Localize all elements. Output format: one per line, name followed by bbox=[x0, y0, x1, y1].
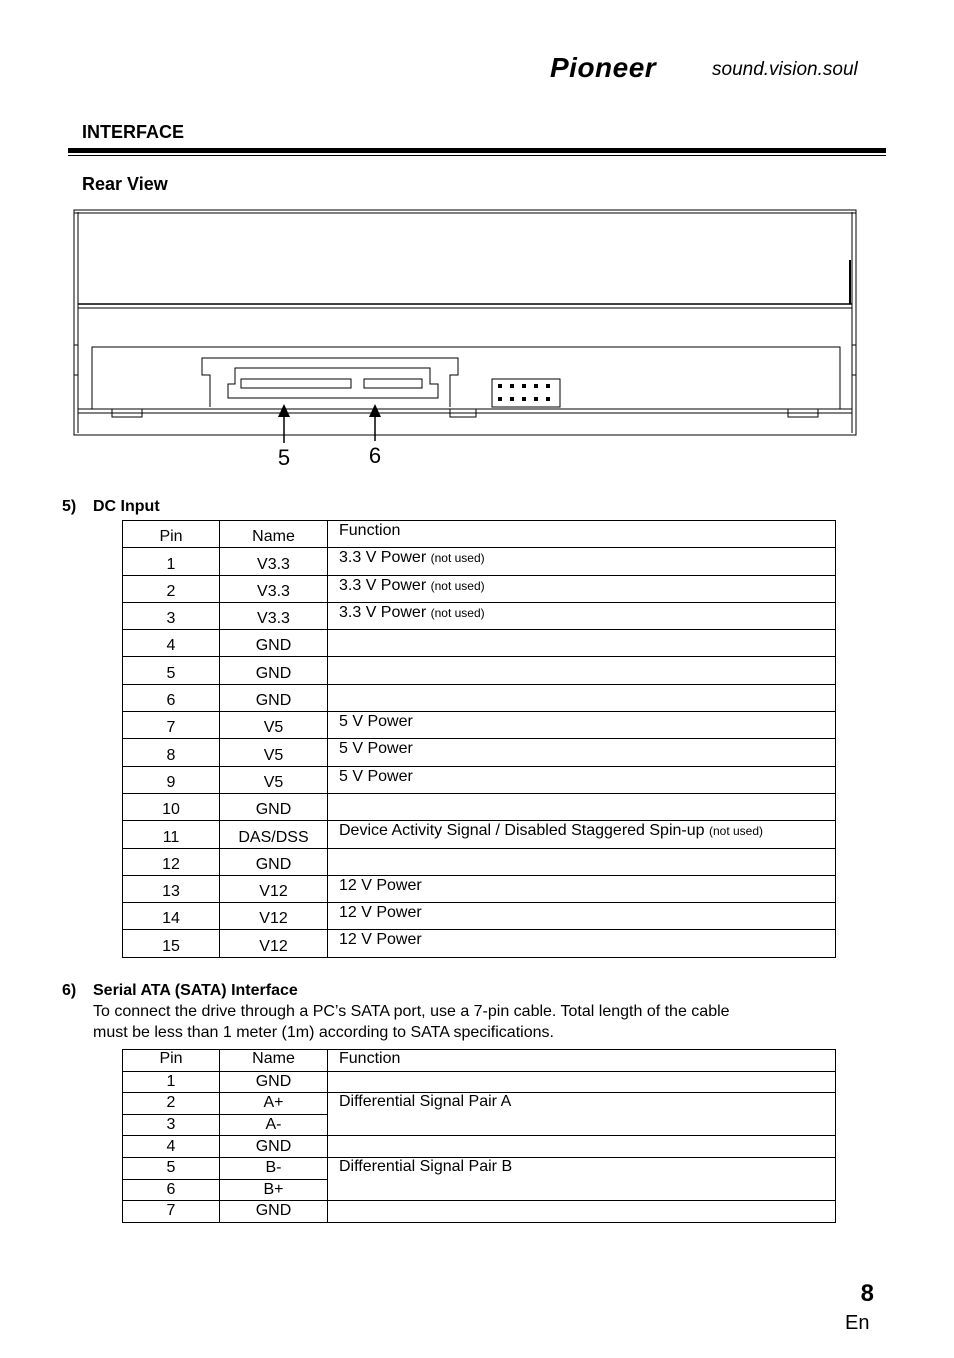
jumper-block bbox=[492, 379, 560, 407]
function-text: Device Activity Signal / Disabled Staggered Spin-up bbox=[339, 822, 705, 840]
brand-tagline: sound.vision.soul bbox=[712, 59, 858, 80]
function-cell bbox=[328, 657, 836, 684]
sata-data-slot bbox=[241, 379, 351, 388]
table-row bbox=[123, 602, 836, 629]
pin-cell: 3 bbox=[123, 1114, 220, 1136]
function-note: (not used) bbox=[430, 578, 485, 593]
column-header-pin: Pin bbox=[123, 521, 220, 548]
pin-cell: 11 bbox=[123, 821, 220, 848]
pin-cell: 7 bbox=[123, 712, 220, 739]
name-cell: GND bbox=[220, 1071, 328, 1093]
function-note: (not used) bbox=[430, 605, 485, 620]
brand-name: Pioneer bbox=[550, 52, 657, 83]
name-cell: V12 bbox=[220, 903, 328, 930]
table-row bbox=[123, 930, 836, 957]
dc-header-row bbox=[123, 521, 836, 548]
name-cell: DAS/DSS bbox=[220, 821, 328, 848]
function-cell bbox=[328, 903, 836, 930]
function-cell bbox=[328, 875, 836, 902]
name-cell: V5 bbox=[220, 766, 328, 793]
function-cell bbox=[328, 793, 836, 820]
table-row bbox=[123, 903, 836, 930]
name-cell: A+ bbox=[220, 1093, 328, 1115]
drive-housing-outline bbox=[74, 210, 856, 435]
name-cell: A- bbox=[220, 1114, 328, 1136]
section-rule-thin bbox=[68, 155, 886, 156]
function-text: 12 V Power bbox=[339, 904, 422, 922]
function-cell: Differential Signal Pair A bbox=[328, 1093, 836, 1136]
function-cell bbox=[328, 739, 836, 766]
function-note: (not used) bbox=[708, 824, 764, 839]
function-cell bbox=[328, 766, 836, 793]
function-text: 5 V Power bbox=[339, 740, 413, 758]
pin-cell: 13 bbox=[123, 875, 220, 902]
function-text: 12 V Power bbox=[339, 876, 422, 894]
pin-cell: 4 bbox=[123, 630, 220, 657]
function-cell bbox=[328, 1136, 836, 1158]
table-row bbox=[123, 793, 836, 820]
name-cell: V12 bbox=[220, 875, 328, 902]
pin-cell: 2 bbox=[123, 575, 220, 602]
table-row bbox=[123, 1071, 836, 1093]
pin-cell: 14 bbox=[123, 903, 220, 930]
dc-input-table bbox=[122, 520, 836, 958]
table-row bbox=[123, 684, 836, 711]
pioneer-logo bbox=[548, 52, 878, 84]
pin-cell: 2 bbox=[123, 1093, 220, 1115]
name-cell: GND bbox=[220, 630, 328, 657]
function-text: 3.3 V Power bbox=[339, 576, 427, 594]
pin-cell: 10 bbox=[123, 793, 220, 820]
function-cell bbox=[328, 712, 836, 739]
table-row bbox=[123, 1201, 836, 1223]
function-text: 5 V Power bbox=[339, 767, 413, 785]
sata-power-slot bbox=[364, 379, 422, 388]
sata-description bbox=[93, 1001, 853, 1043]
name-cell: V3.3 bbox=[220, 548, 328, 575]
section-title: INTERFACE bbox=[82, 122, 185, 142]
table-row bbox=[123, 848, 836, 875]
section-rule bbox=[68, 148, 886, 153]
function-text: 5 V Power bbox=[339, 713, 413, 731]
column-header-function: Function bbox=[328, 521, 836, 548]
function-cell: Differential Signal Pair B bbox=[328, 1157, 836, 1200]
table-row bbox=[123, 739, 836, 766]
name-cell: GND bbox=[220, 657, 328, 684]
back-panel bbox=[92, 347, 840, 409]
name-cell: GND bbox=[220, 1136, 328, 1158]
name-cell: V3.3 bbox=[220, 602, 328, 629]
pin-cell: 12 bbox=[123, 848, 220, 875]
function-cell bbox=[328, 821, 836, 848]
rear-view-diagram bbox=[60, 205, 870, 475]
name-cell: B- bbox=[220, 1157, 328, 1179]
pin-cell: 1 bbox=[123, 1071, 220, 1093]
pin-cell: 15 bbox=[123, 930, 220, 957]
table-row bbox=[123, 712, 836, 739]
function-cell bbox=[328, 630, 836, 657]
name-cell: GND bbox=[220, 684, 328, 711]
function-note: (not used) bbox=[430, 551, 485, 566]
pin-cell: 5 bbox=[123, 1157, 220, 1179]
function-cell bbox=[328, 930, 836, 957]
function-cell bbox=[328, 602, 836, 629]
rear-view-title: Rear View bbox=[82, 174, 168, 194]
column-header-name: Name bbox=[220, 521, 328, 548]
sata-table bbox=[122, 1049, 836, 1223]
name-cell: V12 bbox=[220, 930, 328, 957]
name-cell: GND bbox=[220, 1201, 328, 1223]
table-row bbox=[123, 657, 836, 684]
sata-header-row bbox=[123, 1050, 836, 1072]
function-cell bbox=[328, 548, 836, 575]
table-row bbox=[123, 1136, 836, 1158]
pin-cell: 7 bbox=[123, 1201, 220, 1223]
name-cell: V5 bbox=[220, 739, 328, 766]
pin-cell: 9 bbox=[123, 766, 220, 793]
dc-input-number: 5) bbox=[62, 498, 77, 515]
function-cell bbox=[328, 1201, 836, 1223]
table-row bbox=[123, 1093, 836, 1115]
function-text: 12 V Power bbox=[339, 931, 422, 949]
name-cell: V3.3 bbox=[220, 575, 328, 602]
function-cell bbox=[328, 684, 836, 711]
column-header-pin: Pin bbox=[123, 1050, 220, 1072]
pin-cell: 1 bbox=[123, 548, 220, 575]
language-code: En bbox=[845, 1312, 870, 1334]
page-number: 8 bbox=[860, 1280, 874, 1307]
table-row bbox=[123, 875, 836, 902]
pin-cell: 8 bbox=[123, 739, 220, 766]
column-header-function: Function bbox=[328, 1050, 836, 1072]
callout-5-label: 5 bbox=[277, 445, 291, 470]
pin-cell: 6 bbox=[123, 1179, 220, 1201]
table-row bbox=[123, 575, 836, 602]
sata-description-line-2: must be less than 1 meter (1m) according to SATA specifications. bbox=[93, 1024, 554, 1041]
table-row bbox=[123, 821, 836, 848]
table-row bbox=[123, 630, 836, 657]
pin-cell: 3 bbox=[123, 602, 220, 629]
pin-cell: 4 bbox=[123, 1136, 220, 1158]
table-row bbox=[123, 766, 836, 793]
table-row bbox=[123, 1157, 836, 1179]
sata-title: Serial ATA (SATA) Interface bbox=[93, 982, 298, 999]
sata-number: 6) bbox=[62, 982, 77, 999]
table-row bbox=[123, 548, 836, 575]
pin-cell: 6 bbox=[123, 684, 220, 711]
function-cell bbox=[328, 1071, 836, 1093]
pin-cell: 5 bbox=[123, 657, 220, 684]
dc-input-title: DC Input bbox=[93, 498, 160, 515]
sata-description-line-1: To connect the drive through a PC’s SATA port, use a 7-pin cable. Total length of the cable bbox=[93, 1003, 730, 1020]
callout-6-label: 6 bbox=[368, 443, 382, 468]
sata-connector-shroud bbox=[202, 358, 458, 407]
name-cell: GND bbox=[220, 848, 328, 875]
function-cell bbox=[328, 848, 836, 875]
name-cell: V5 bbox=[220, 712, 328, 739]
column-header-name: Name bbox=[220, 1050, 328, 1072]
name-cell: B+ bbox=[220, 1179, 328, 1201]
function-text: 3.3 V Power bbox=[339, 549, 427, 567]
function-text: 3.3 V Power bbox=[339, 603, 427, 621]
name-cell: GND bbox=[220, 793, 328, 820]
function-cell bbox=[328, 575, 836, 602]
